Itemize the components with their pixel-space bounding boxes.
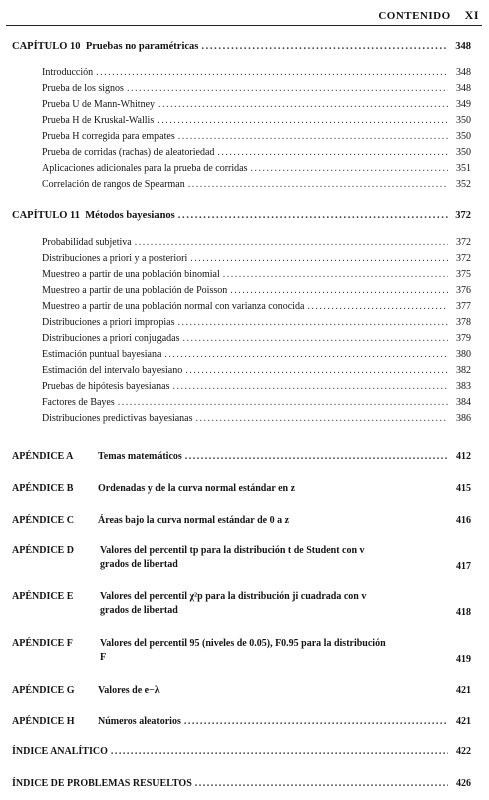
toc-item-text: Estimación puntual bayesiana: [42, 349, 162, 360]
appendix-label: APÉNDICE E: [12, 591, 74, 602]
toc-item[interactable]: [42, 146, 471, 159]
toc-item-text: Correlación de rangos de Spearman: [42, 179, 185, 190]
toc-item-text: Distribuciones predictivas bayesianas: [42, 413, 193, 424]
chapter-label: CAPÍTULO 10: [12, 41, 81, 52]
dot-leader: [118, 396, 448, 409]
toc-item[interactable]: [42, 268, 471, 281]
toc-item[interactable]: [42, 252, 471, 265]
appendix-title: Ordenadas y de la curva normal estándar en z: [98, 483, 296, 494]
toc-item[interactable]: [42, 348, 471, 361]
dot-leader: [184, 715, 448, 728]
dot-leader: [201, 40, 448, 53]
dot-leader: [223, 268, 448, 281]
dot-leader: [172, 380, 448, 393]
dot-leader: [307, 300, 448, 313]
index-title: ÍNDICE ANALÍTICO: [12, 746, 108, 757]
toc-item[interactable]: [42, 364, 471, 377]
toc-item-text: Distribuciones a priori conjugadas: [42, 333, 180, 344]
appendix-title: Áreas bajo la curva normal estándar de 0 a z: [98, 515, 290, 526]
chapter-page: 348: [455, 41, 471, 52]
toc-index-analitico[interactable]: [12, 745, 471, 758]
chapter-title: Métodos bayesianos: [85, 210, 175, 221]
appendix-page: 421: [456, 716, 471, 727]
toc-item-text: Aplicaciones adicionales para la prueba de corridas: [42, 163, 248, 174]
toc-item-page: 350: [456, 147, 471, 158]
toc-item-page: 382: [456, 365, 471, 376]
appendix-page: 415: [456, 483, 471, 494]
toc-item-page: 379: [456, 333, 471, 344]
toc-item-text: Distribuciones a priori impropias: [42, 317, 175, 328]
toc-item-text: Prueba de los signos: [42, 83, 124, 94]
dot-leader: [195, 777, 448, 790]
toc-item[interactable]: [42, 162, 471, 175]
toc-item-page: 351: [456, 163, 471, 174]
toc-item[interactable]: [42, 332, 471, 345]
appendix-page: 418: [456, 607, 471, 618]
toc-item[interactable]: [42, 66, 471, 79]
toc-item-text: Introducción: [42, 67, 94, 78]
toc-item-page: 349: [456, 99, 471, 110]
header-title: CONTENIDO: [378, 10, 451, 22]
dot-leader: [111, 745, 448, 758]
index-title: ÍNDICE DE PROBLEMAS RESUELTOS: [12, 778, 192, 789]
toc-item[interactable]: [42, 284, 471, 297]
toc-appendix-g[interactable]: [12, 684, 471, 697]
toc-item-text: Distribuciones a priori y a posteriori: [42, 253, 188, 264]
index-page: 422: [456, 746, 471, 757]
toc-item-text: Muestreo a partir de una población normal con varianza conocida: [42, 301, 305, 312]
appendix-title: Valores de e−λ: [98, 685, 160, 696]
toc-item[interactable]: [42, 114, 471, 127]
dot-leader: [217, 146, 448, 159]
toc-index-problemas[interactable]: [12, 777, 471, 790]
toc-appendix-h[interactable]: [12, 715, 471, 728]
dot-leader: [188, 178, 448, 191]
dot-leader: [177, 316, 448, 329]
appendix-title: Valores del percentil 95 (niveles de 0.05), F0.95 para la distribución F: [100, 638, 386, 663]
toc-item-text: Prueba H corregida para empates: [42, 131, 175, 142]
toc-item-page: 350: [456, 131, 471, 142]
appendix-page: 419: [456, 654, 471, 665]
toc-item-page: 383: [456, 381, 471, 392]
toc-item-text: Muestreo a partir de una población binomial: [42, 269, 220, 280]
dot-leader: [96, 66, 448, 79]
header-page-number: XI: [464, 8, 479, 22]
appendix-label: APÉNDICE F: [12, 638, 73, 649]
dot-leader: [178, 130, 448, 143]
toc-item[interactable]: [42, 412, 471, 425]
toc-appendix-a[interactable]: [12, 450, 471, 463]
appendix-title: Valores del percentil χ²p para la distribución ji cuadrada con v grados de libertad: [100, 591, 367, 616]
toc-item[interactable]: [42, 82, 471, 95]
appendix-title: Valores del percentil tp para la distribución t de Student con v grados de libertad: [100, 545, 365, 570]
chapter-label: CAPÍTULO 11: [12, 210, 80, 221]
toc-appendix-e[interactable]: [12, 590, 471, 620]
toc-item[interactable]: [42, 300, 471, 313]
appendix-title: Temas matemáticos: [98, 451, 182, 462]
toc-item-page: 386: [456, 413, 471, 424]
toc-chapter-10[interactable]: [12, 40, 471, 53]
dot-leader: [196, 412, 448, 425]
appendix-label: APÉNDICE B: [12, 483, 74, 494]
dot-leader: [185, 450, 448, 463]
toc-item-page: 352: [456, 179, 471, 190]
toc-item-page: 372: [456, 253, 471, 264]
dot-leader: [182, 332, 448, 345]
dot-leader: [157, 114, 448, 127]
toc-item-page: 372: [456, 237, 471, 248]
appendix-page: 417: [456, 561, 471, 572]
index-page: 426: [456, 778, 471, 789]
appendix-label: APÉNDICE A: [12, 451, 74, 462]
toc-item-text: Prueba de corridas (rachas) de aleatoriedad: [42, 147, 215, 158]
toc-appendix-c[interactable]: [12, 514, 471, 527]
toc-item[interactable]: [42, 178, 471, 191]
toc-item-page: 380: [456, 349, 471, 360]
toc-item[interactable]: [42, 236, 471, 249]
dot-leader: [178, 209, 448, 222]
toc-item-text: Muestreo a partir de una población de Poisson: [42, 285, 228, 296]
toc-item-text: Prueba H de Kruskal-Wallis: [42, 115, 155, 126]
toc-item-text: Factores de Bayes: [42, 397, 115, 408]
dot-leader: [164, 348, 448, 361]
dot-leader: [158, 98, 448, 111]
dot-leader: [127, 82, 448, 95]
toc-chapter-11[interactable]: [12, 209, 471, 222]
header-rule: [6, 25, 482, 26]
toc-item-page: 348: [456, 67, 471, 78]
appendix-title: Números aleatorios: [98, 716, 181, 727]
toc-item-page: 350: [456, 115, 471, 126]
toc-item[interactable]: [42, 130, 471, 143]
toc-item[interactable]: [42, 316, 471, 329]
chapter-title: Pruebas no paramétricas: [85, 41, 199, 52]
appendix-label: APÉNDICE D: [12, 545, 74, 556]
toc-item[interactable]: [42, 396, 471, 409]
toc-appendix-f[interactable]: [12, 637, 471, 667]
dot-leader: [250, 162, 448, 175]
toc-item-page: 376: [456, 285, 471, 296]
appendix-page: 416: [456, 515, 471, 526]
appendix-label: APÉNDICE H: [12, 716, 75, 727]
dot-leader: [185, 364, 448, 377]
toc-item-page: 348: [456, 83, 471, 94]
toc-appendix-d[interactable]: [12, 544, 471, 574]
chapter-page: 372: [455, 210, 471, 221]
toc-item-page: 378: [456, 317, 471, 328]
toc-item-text: Prueba U de Mann-Whitney: [42, 99, 156, 110]
appendix-label: APÉNDICE C: [12, 515, 74, 526]
toc-item[interactable]: [42, 98, 471, 111]
toc-item-page: 384: [456, 397, 471, 408]
dot-leader: [190, 252, 448, 265]
toc-item-page: 375: [456, 269, 471, 280]
toc-item-page: 377: [456, 301, 471, 312]
appendix-page: 412: [456, 451, 471, 462]
toc-item-text: Pruebas de hipótesis bayesianas: [42, 381, 170, 392]
toc-appendix-b[interactable]: [12, 482, 471, 495]
appendix-label: APÉNDICE G: [12, 685, 75, 696]
dot-leader: [230, 284, 448, 297]
running-header: [378, 8, 479, 23]
dot-leader: [135, 236, 448, 249]
toc-item-text: Probabilidad subjetiva: [42, 237, 132, 248]
toc-item-text: Estimación del intervalo bayesiano: [42, 365, 183, 376]
toc-item[interactable]: [42, 380, 471, 393]
appendix-page: 421: [456, 685, 471, 696]
